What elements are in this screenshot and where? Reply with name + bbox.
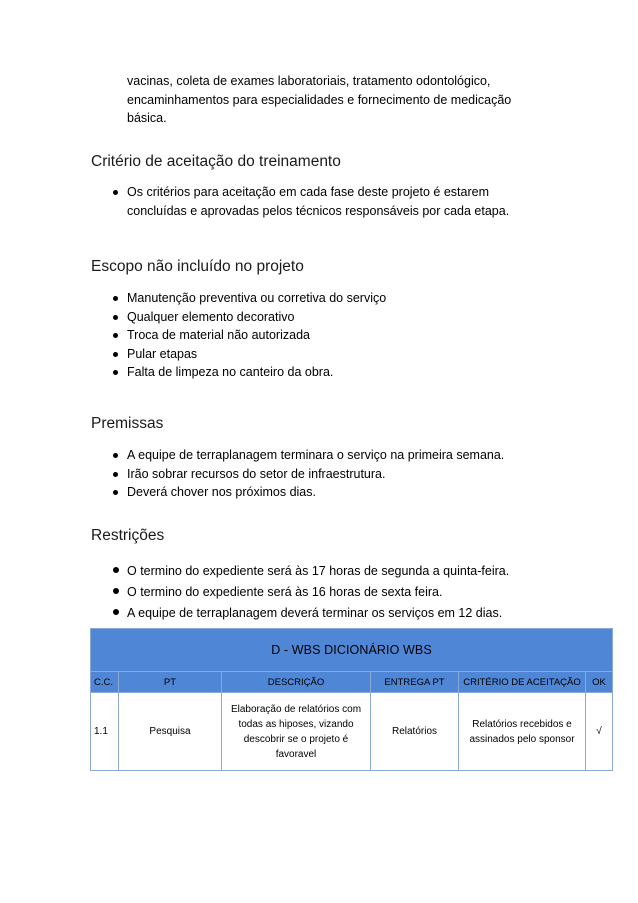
bullet-icon	[113, 609, 119, 615]
list-item: Falta de limpeza no canteiro da obra.	[113, 363, 533, 382]
list-item: Troca de material não autorizada	[113, 326, 533, 345]
list-item: Qualquer elemento decorativo	[113, 308, 533, 327]
column-header: PT	[119, 672, 222, 693]
bullet-icon	[113, 490, 118, 495]
bullet-icon	[113, 453, 118, 458]
list-item: O termino do expediente será às 16 horas de sexta feira.	[113, 582, 583, 603]
escopo-heading: Escopo não incluído no projeto	[91, 258, 304, 275]
list-item: Pular etapas	[113, 345, 533, 364]
criterio-list	[113, 183, 533, 220]
column-header: OK	[586, 672, 613, 693]
bullet-icon	[113, 370, 118, 375]
premissas-heading: Premissas	[91, 415, 164, 432]
table-cell: 1.1	[91, 693, 119, 771]
table-cell: Pesquisa	[119, 693, 222, 771]
table-cell: Relatórios recebidos e assinados pelo sponsor	[459, 693, 586, 771]
table-cell: Elaboração de relatórios com todas as hiposes, vizando descobrir se o projeto é favoravel	[222, 693, 371, 771]
bullet-icon	[113, 567, 119, 573]
restricoes-heading: Restrições	[91, 527, 165, 544]
bullet-icon	[113, 472, 118, 477]
list-item: Manutenção preventiva ou corretiva do serviço	[113, 289, 533, 308]
wbs-table	[90, 628, 613, 771]
column-header: DESCRIÇÃO	[222, 672, 371, 693]
column-header: CRITÉRIO DE ACEITAÇÃO	[459, 672, 586, 693]
intro-line: básica.	[127, 111, 167, 125]
wbs-table-title: D - WBS DICIONÁRIO WBS	[91, 629, 613, 672]
column-header: C.C.	[91, 672, 119, 693]
list-item: Irão sobrar recursos do setor de infraestrutura.	[113, 465, 563, 484]
list-item: A equipe de terraplanagem deverá terminar os serviços em 12 dias.	[113, 603, 583, 624]
intro-line: vacinas, coleta de exames laboratoriais, tratamento odontológico,	[127, 74, 491, 88]
column-header: ENTREGA PT	[371, 672, 459, 693]
escopo-list	[113, 289, 533, 382]
wbs-header-row	[91, 672, 613, 693]
intro-paragraph	[127, 72, 547, 128]
bullet-icon	[113, 315, 118, 320]
bullet-icon	[113, 333, 118, 338]
table-cell: Relatórios	[371, 693, 459, 771]
bullet-icon	[113, 296, 118, 301]
bullet-icon	[113, 190, 118, 195]
table-row	[91, 693, 613, 771]
table-cell: √	[586, 693, 613, 771]
list-item: Os critérios para aceitação em cada fase deste projeto é estarem concluídas e aprovadas pelos técnicos responsáveis por cada etapa.	[113, 183, 533, 220]
list-item: Deverá chover nos próximos dias.	[113, 483, 563, 502]
bullet-icon	[113, 588, 119, 594]
bullet-icon	[113, 352, 118, 357]
intro-line: encaminhamentos para especialidades e fornecimento de medicação	[127, 92, 512, 107]
criterio-heading: Critério de aceitação do treinamento	[91, 153, 341, 170]
restricoes-list	[113, 561, 583, 624]
list-item: A equipe de terraplanagem terminara o serviço na primeira semana.	[113, 446, 563, 465]
premissas-list	[113, 446, 563, 502]
list-item: O termino do expediente será às 17 horas de segunda a quinta-feira.	[113, 561, 583, 582]
